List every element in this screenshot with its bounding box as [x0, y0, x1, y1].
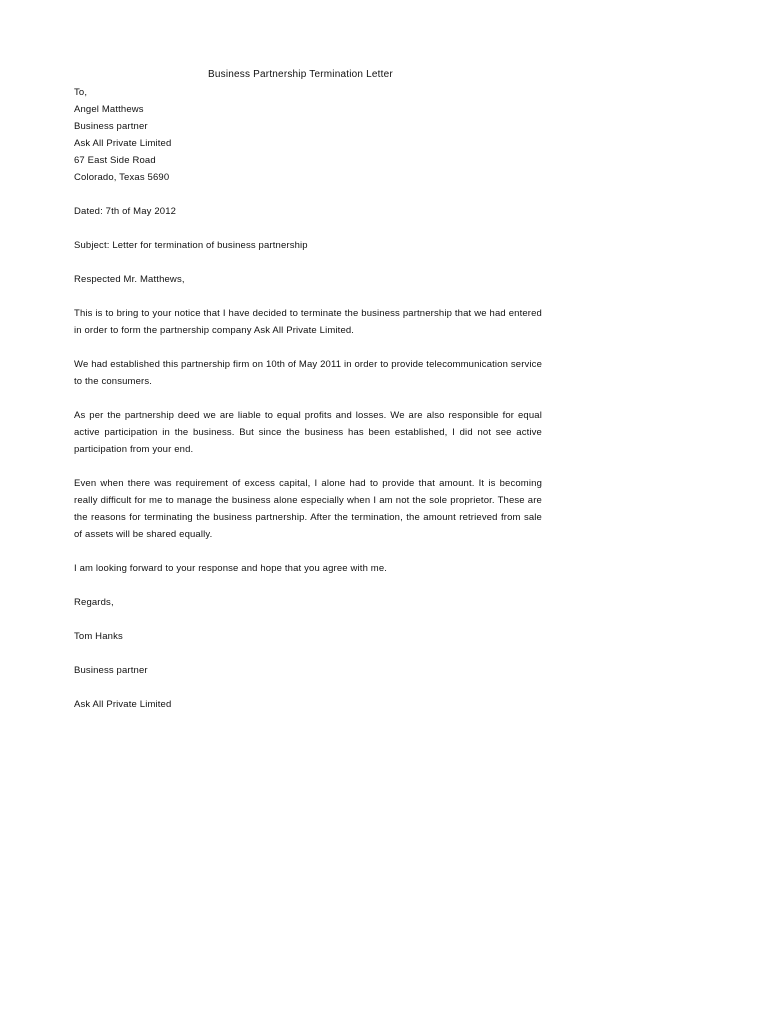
body-paragraph: As per the partnership deed we are liable to equal profits and losses. We are also responsible for equal active participation in the business. But since the business has been established, I did not see active participation from your end.: [74, 410, 542, 455]
recipient-company: Ask All Private Limited: [74, 138, 172, 149]
sender-name: Tom Hanks: [74, 631, 123, 642]
closing: Regards,: [74, 597, 114, 608]
spacer: [74, 220, 542, 237]
letter-body: [74, 84, 542, 713]
recipient-block: [74, 84, 542, 186]
body-paragraph: I am looking forward to your response and hope that you agree with me.: [74, 563, 388, 574]
recipient-name: Angel Matthews: [74, 104, 144, 115]
spacer: [74, 577, 542, 594]
spacer: [74, 645, 542, 662]
sender-role: Business partner: [74, 665, 148, 676]
recipient-street: 67 East Side Road: [74, 155, 156, 166]
letter-subject: Subject: Letter for termination of business partnership: [74, 240, 308, 251]
body-paragraph: We had established this partnership firm on 10th of May 2011 in order to provide telecommunication service to the consumers.: [74, 359, 542, 387]
spacer: [74, 390, 542, 407]
body-paragraph: This is to bring to your notice that I have decided to terminate the business partnership that we had entered in order to form the partnership company Ask All Private Limited.: [74, 308, 542, 336]
spacer: [74, 288, 542, 305]
salutation: Respected Mr. Matthews,: [74, 274, 185, 285]
recipient-to: To,: [74, 87, 88, 98]
spacer: [74, 254, 542, 271]
spacer: [74, 458, 542, 475]
spacer: [74, 611, 542, 628]
letter-date: Dated: 7th of May 2012: [74, 206, 177, 217]
recipient-city: Colorado, Texas 5690: [74, 172, 170, 183]
spacer: [74, 543, 542, 560]
document-title: Business Partnership Termination Letter: [208, 69, 393, 80]
spacer: [74, 339, 542, 356]
spacer: [74, 679, 542, 696]
sender-company: Ask All Private Limited: [74, 699, 172, 710]
spacer: [74, 186, 542, 203]
body-paragraph: Even when there was requirement of excess capital, I alone had to provide that amount. It is becoming really difficult for me to manage the business alone especially when I am not the sole proprietor. These are the reasons for terminating the business partnership. After the termination, the amount retrieved from sale of assets will be shared equally.: [74, 478, 542, 540]
recipient-role: Business partner: [74, 121, 148, 132]
